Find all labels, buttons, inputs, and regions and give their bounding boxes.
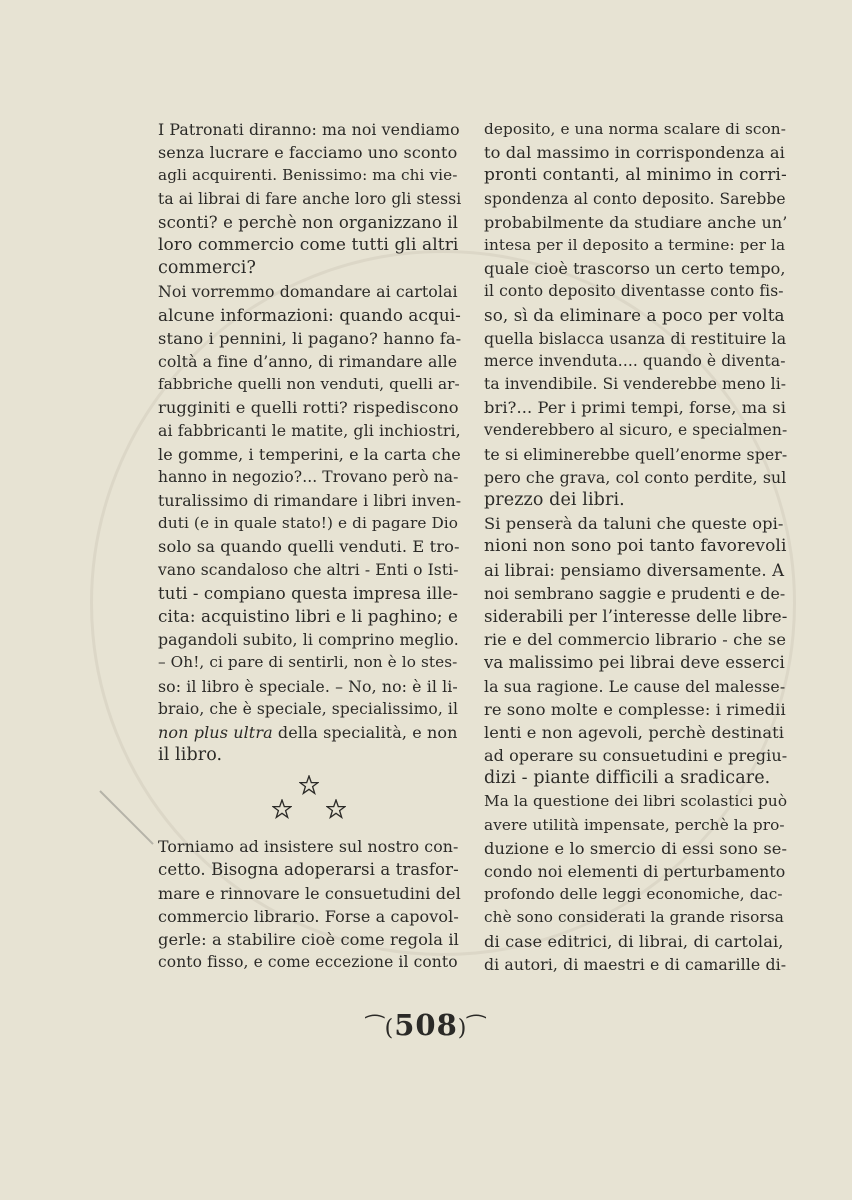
- line-text: quella bislacca usanza di restituire la: [484, 328, 787, 348]
- text-line: [484, 721, 787, 744]
- line-text: ta invendibile. Si venderebbe meno li-: [484, 375, 787, 394]
- line-text: re sono molte e complesse: i rimedii: [484, 699, 786, 719]
- line-text: rie e del commercio librario - che se: [484, 630, 787, 650]
- text-line: [158, 280, 461, 303]
- text-line: [484, 535, 787, 558]
- right-paragraph-3: [484, 790, 787, 976]
- text-line: [484, 582, 787, 605]
- text-line: [158, 396, 461, 419]
- text-line: [484, 628, 787, 651]
- text-line: [158, 535, 461, 558]
- line-text: alcune informazioni: quando acqui-: [158, 304, 461, 325]
- text-line: [484, 304, 787, 327]
- line-text: ai fabbricanti le matite, gli inchiostri,: [158, 421, 461, 441]
- text-line: [158, 928, 461, 951]
- line-text: le gomme, i temperini, e la carta che: [158, 444, 461, 464]
- line-text: commercio librario. Forse a capovol-: [158, 906, 459, 926]
- line-text: gerle: a stabilire cioè come regola il: [158, 930, 459, 949]
- line-text: nioni non sono poi tanto favorevoli: [484, 536, 787, 557]
- text-line: [158, 858, 461, 881]
- left-column: [158, 118, 461, 974]
- text-line: [484, 767, 787, 790]
- line-text: lenti e non agevoli, perchè destinati: [484, 722, 785, 742]
- text-line: [158, 951, 461, 974]
- line-text: duti (e in quale stato!) e di pagare Dio: [158, 514, 459, 533]
- line-text: braio, che è speciale, specialissimo, il: [158, 699, 458, 718]
- line-text: loro commercio come tutti gli altri: [158, 234, 459, 255]
- line-text: dizi - piante difficili a sradicare.: [484, 768, 771, 789]
- line-text: profondo delle leggi economiche, dac-: [484, 885, 783, 904]
- italic-phrase: non plus ultra: [158, 722, 273, 742]
- right-column: [484, 118, 787, 976]
- text-line: [484, 837, 787, 860]
- text-line: [484, 489, 787, 512]
- text-line: [158, 651, 461, 674]
- line-text: senza lucrare e facciamo uno sconto: [158, 143, 458, 163]
- line-text: fabbriche quelli non venduti, quelli ar-: [158, 375, 460, 394]
- line-text: to dal massimo in corrispondenza ai: [484, 143, 785, 163]
- text-line: [158, 164, 461, 187]
- page-number: [0, 1008, 852, 1042]
- text-line: [484, 327, 787, 350]
- text-line: [484, 559, 787, 582]
- text-line: [158, 419, 461, 442]
- line-text: probabilmente da studiare anche un’: [484, 212, 788, 232]
- text-line: [484, 141, 787, 164]
- text-line: [158, 141, 461, 164]
- line-text: I Patronati diranno: ma noi vendiamo: [158, 120, 460, 139]
- text-line: [484, 790, 787, 813]
- text-line: [484, 234, 787, 257]
- line-text: deposito, e una norma scalare di scon-: [484, 120, 786, 138]
- line-tail: della specialità, e non: [272, 722, 458, 742]
- text-line: [158, 373, 461, 396]
- text-line: [484, 906, 787, 929]
- line-text: di case editrici, di librai, di cartolai,: [484, 931, 784, 951]
- page-number-value: 508: [394, 1008, 458, 1042]
- text-line: [158, 304, 461, 327]
- text-line: [484, 930, 787, 953]
- line-text: di autori, di maestri e di camarille di-: [484, 954, 787, 974]
- line-text: va malissimo pei librai deve esserci: [484, 653, 785, 673]
- line-text: Si penserà da taluni che queste opi-: [484, 514, 784, 534]
- line-text: solo sa quando quelli venduti. E tro-: [158, 537, 460, 557]
- line-text: so: il libro è speciale. – No, no: è il li-: [158, 676, 458, 696]
- text-line: [158, 628, 461, 651]
- text-line: [484, 373, 787, 396]
- text-line: [158, 882, 461, 905]
- text-line: [484, 188, 787, 211]
- text-line: [484, 350, 787, 373]
- text-line: [158, 257, 461, 280]
- line-text: ad operare su consuetudini e pregiu-: [484, 746, 788, 766]
- line-text: chè sono considerati la grande risorsa: [484, 908, 784, 927]
- text-line: [158, 744, 461, 767]
- text-line: [484, 443, 787, 466]
- text-line: [484, 953, 787, 976]
- line-text: il conto deposito diventasse conto fis-: [484, 282, 784, 301]
- line-text: condo noi elementi di perturbamento: [484, 862, 786, 881]
- line-text: sconti? e perchè non organizzano il: [158, 212, 459, 232]
- text-line: [158, 675, 461, 698]
- line-text: hanno in negozio?... Trovano però na-: [158, 467, 459, 486]
- text-line: [158, 559, 461, 582]
- text-line: [484, 211, 787, 234]
- line-text: coltà a fine d’anno, di rimandare alle: [158, 351, 458, 371]
- line-text: tuti - compiano questa impresa ille-: [158, 583, 459, 603]
- text-line: [158, 905, 461, 928]
- text-line: [158, 211, 461, 234]
- text-line: [158, 512, 461, 535]
- right-paragraph-2: [484, 512, 787, 790]
- line-text: la sua ragione. Le cause del malesse-: [484, 676, 786, 696]
- text-line: [484, 396, 787, 419]
- line-text: rugginiti e quelli rotti? rispediscono: [158, 398, 459, 418]
- text-line: [158, 582, 461, 605]
- text-line: [484, 651, 787, 674]
- line-text: conto fisso, e come eccezione il conto: [158, 953, 458, 972]
- line-text: siderabili per l’interesse delle libre-: [484, 606, 788, 626]
- line-text: te si eliminerebbe quell’enorme sper-: [484, 444, 788, 464]
- line-text: Noi vorremmo domandare ai cartolai: [158, 282, 458, 302]
- star-icon: [299, 775, 319, 795]
- text-line: [484, 883, 787, 906]
- right-paragraph-1: [484, 118, 787, 512]
- text-line: [484, 118, 787, 141]
- section-divider-stars: [158, 767, 461, 835]
- text-line: [158, 698, 461, 721]
- line-text: ta ai librai di fare anche loro gli stessi: [158, 189, 462, 208]
- text-line: [158, 327, 461, 350]
- line-text: commerci?: [158, 258, 256, 279]
- left-paragraph-1: [158, 118, 461, 721]
- ornament-right: )⁀: [457, 1016, 487, 1041]
- line-text: cita: acquistino libri e li paghino; e: [158, 605, 459, 626]
- text-line: [158, 118, 461, 141]
- line-text: noi sembrano saggie e prudenti e de-: [484, 583, 786, 603]
- line-text: – Oh!, ci pare di sentirli, non è lo stes-: [158, 653, 458, 672]
- line-text: bri?... Per i primi tempi, forse, ma si: [484, 398, 787, 418]
- line-text: cetto. Bisogna adoperarsi a trasfor-: [158, 860, 459, 880]
- line-text: Torniamo ad insistere sul nostro con-: [158, 837, 459, 857]
- line-text: spondenza al conto deposito. Sarebbe: [484, 189, 786, 208]
- line-text: vano scandaloso che altri - Enti o Isti-: [158, 560, 459, 579]
- ornament-left: ⁀(: [365, 1016, 395, 1041]
- text-line: [484, 257, 787, 280]
- text-line: [484, 466, 787, 489]
- text-line: [158, 605, 461, 628]
- line-text: ai librai: pensiamo diversamente. A: [484, 560, 785, 580]
- line-text: quale cioè trascorso un certo tempo,: [484, 259, 786, 279]
- line-text: avere utilità impensate, perchè la pro-: [484, 815, 785, 834]
- left-paragraph-2: [158, 835, 461, 974]
- text-line: [158, 350, 461, 373]
- text-line: [484, 675, 787, 698]
- text-line: [158, 188, 461, 211]
- line-text: stano i pennini, li pagano? hanno fa-: [158, 328, 462, 348]
- line-text: Ma la questione dei libri scolastici può: [484, 792, 788, 811]
- line-text: turalissimo di rimandare i libri inven-: [158, 491, 462, 510]
- line-text: duzione e lo smercio di essi sono se-: [484, 838, 788, 858]
- text-line: [158, 234, 461, 257]
- line-text: pero che grava, col conto perdite, sul: [484, 467, 787, 487]
- text-line-italic: [158, 721, 461, 744]
- text-line: [158, 835, 461, 858]
- line-text: pagandoli subito, li comprino meglio.: [158, 630, 459, 650]
- line-text: venderebbero al sicuro, e specialmen-: [484, 421, 788, 440]
- line-text: mare e rinnovare le consuetudini del: [158, 883, 461, 903]
- line-text: prezzo dei libri.: [484, 490, 625, 510]
- text-line: [158, 489, 461, 512]
- star-icon: [272, 799, 292, 819]
- text-line: [484, 419, 787, 442]
- text-line: [484, 512, 787, 535]
- line-text: intesa per il deposito a termine: per la: [484, 235, 786, 254]
- line-text: pronti contanti, al minimo in corri-: [484, 165, 787, 186]
- text-line: [484, 698, 787, 721]
- star-icon: [326, 799, 346, 819]
- line-text: merce invenduta.... quando è diventa-: [484, 351, 786, 370]
- line-text: so, sì da eliminare a poco per volta: [484, 304, 785, 325]
- text-line: [484, 605, 787, 628]
- text-line: [484, 280, 787, 303]
- text-line: [484, 860, 787, 883]
- text-line: [158, 443, 461, 466]
- text-line: [158, 466, 461, 489]
- text-line: [484, 814, 787, 837]
- line-text: agli acquirenti. Benissimo: ma chi vie-: [158, 166, 458, 185]
- text-line: [484, 744, 787, 767]
- text-line: [484, 164, 787, 187]
- scan-mark-line: [99, 790, 153, 844]
- line-text: il libro.: [158, 745, 223, 766]
